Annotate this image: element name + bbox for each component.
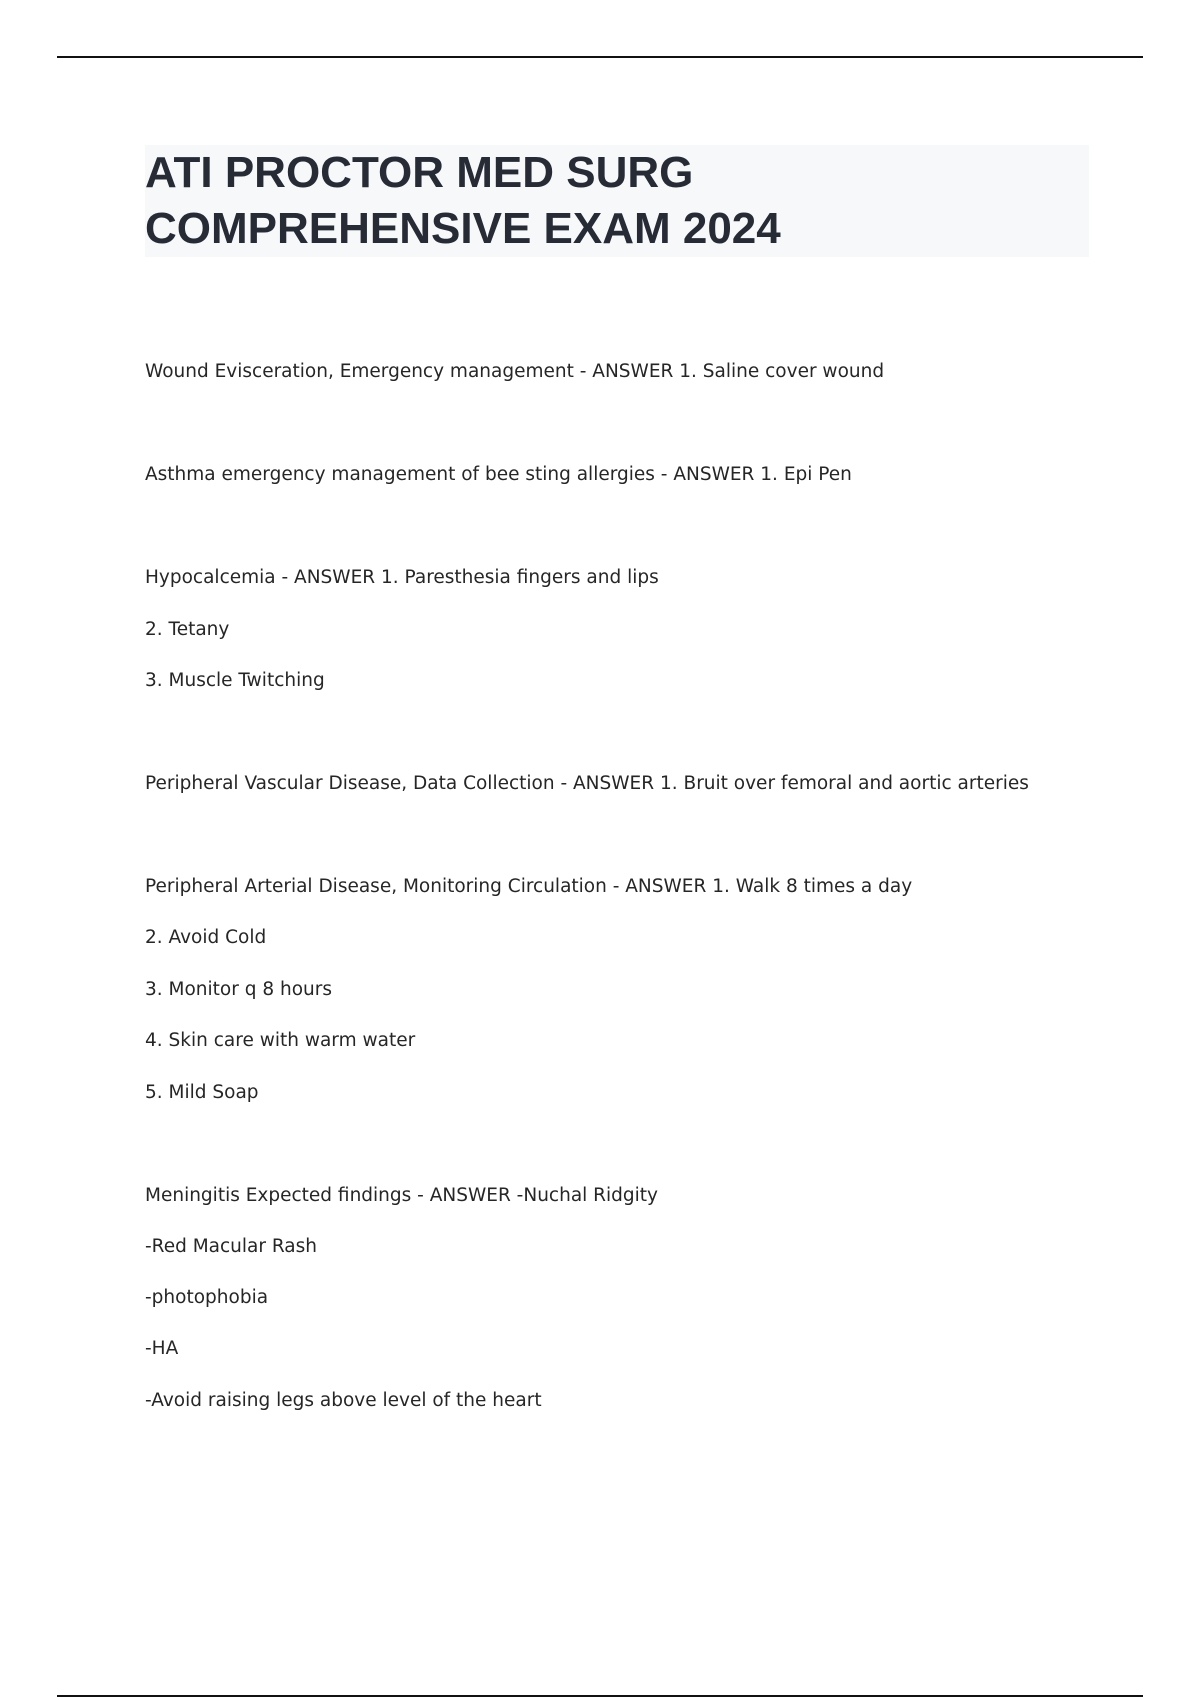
qa-line: 3. Monitor q 8 hours (145, 979, 333, 1000)
qa-line: -photophobia (145, 1287, 269, 1308)
title-line-2: COMPREHENSIVE EXAM 2024 (145, 204, 781, 253)
qa-line: 2. Tetany (145, 619, 230, 640)
qa-line: -Avoid raising legs above level of the heart (145, 1390, 542, 1411)
qa-line: Meningitis Expected findings - ANSWER -Nuchal Ridgity (145, 1185, 658, 1206)
qa-line: Peripheral Arterial Disease, Monitoring Circulation - ANSWER 1. Walk 8 times a day (145, 876, 913, 897)
qa-line: -HA (145, 1338, 179, 1359)
qa-line: 5. Mild Soap (145, 1082, 259, 1103)
document-title (145, 145, 1089, 257)
qa-line: -Red Macular Rash (145, 1236, 318, 1257)
qa-line: 4. Skin care with warm water (145, 1030, 416, 1051)
top-rule (57, 56, 1143, 58)
title-line-1: ATI PROCTOR MED SURG (145, 148, 694, 197)
bottom-rule (57, 1695, 1143, 1697)
qa-line: 2. Avoid Cold (145, 927, 267, 948)
qa-line: Hypocalcemia - ANSWER 1. Paresthesia fingers and lips (145, 567, 659, 588)
qa-line: 3. Muscle Twitching (145, 670, 325, 691)
qa-line: Wound Evisceration, Emergency management - ANSWER 1. Saline cover wound (145, 361, 885, 382)
qa-line: Peripheral Vascular Disease, Data Collection - ANSWER 1. Bruit over femoral and aortic arteries (145, 773, 1029, 794)
qa-line: Asthma emergency management of bee sting allergies - ANSWER 1. Epi Pen (145, 464, 852, 485)
